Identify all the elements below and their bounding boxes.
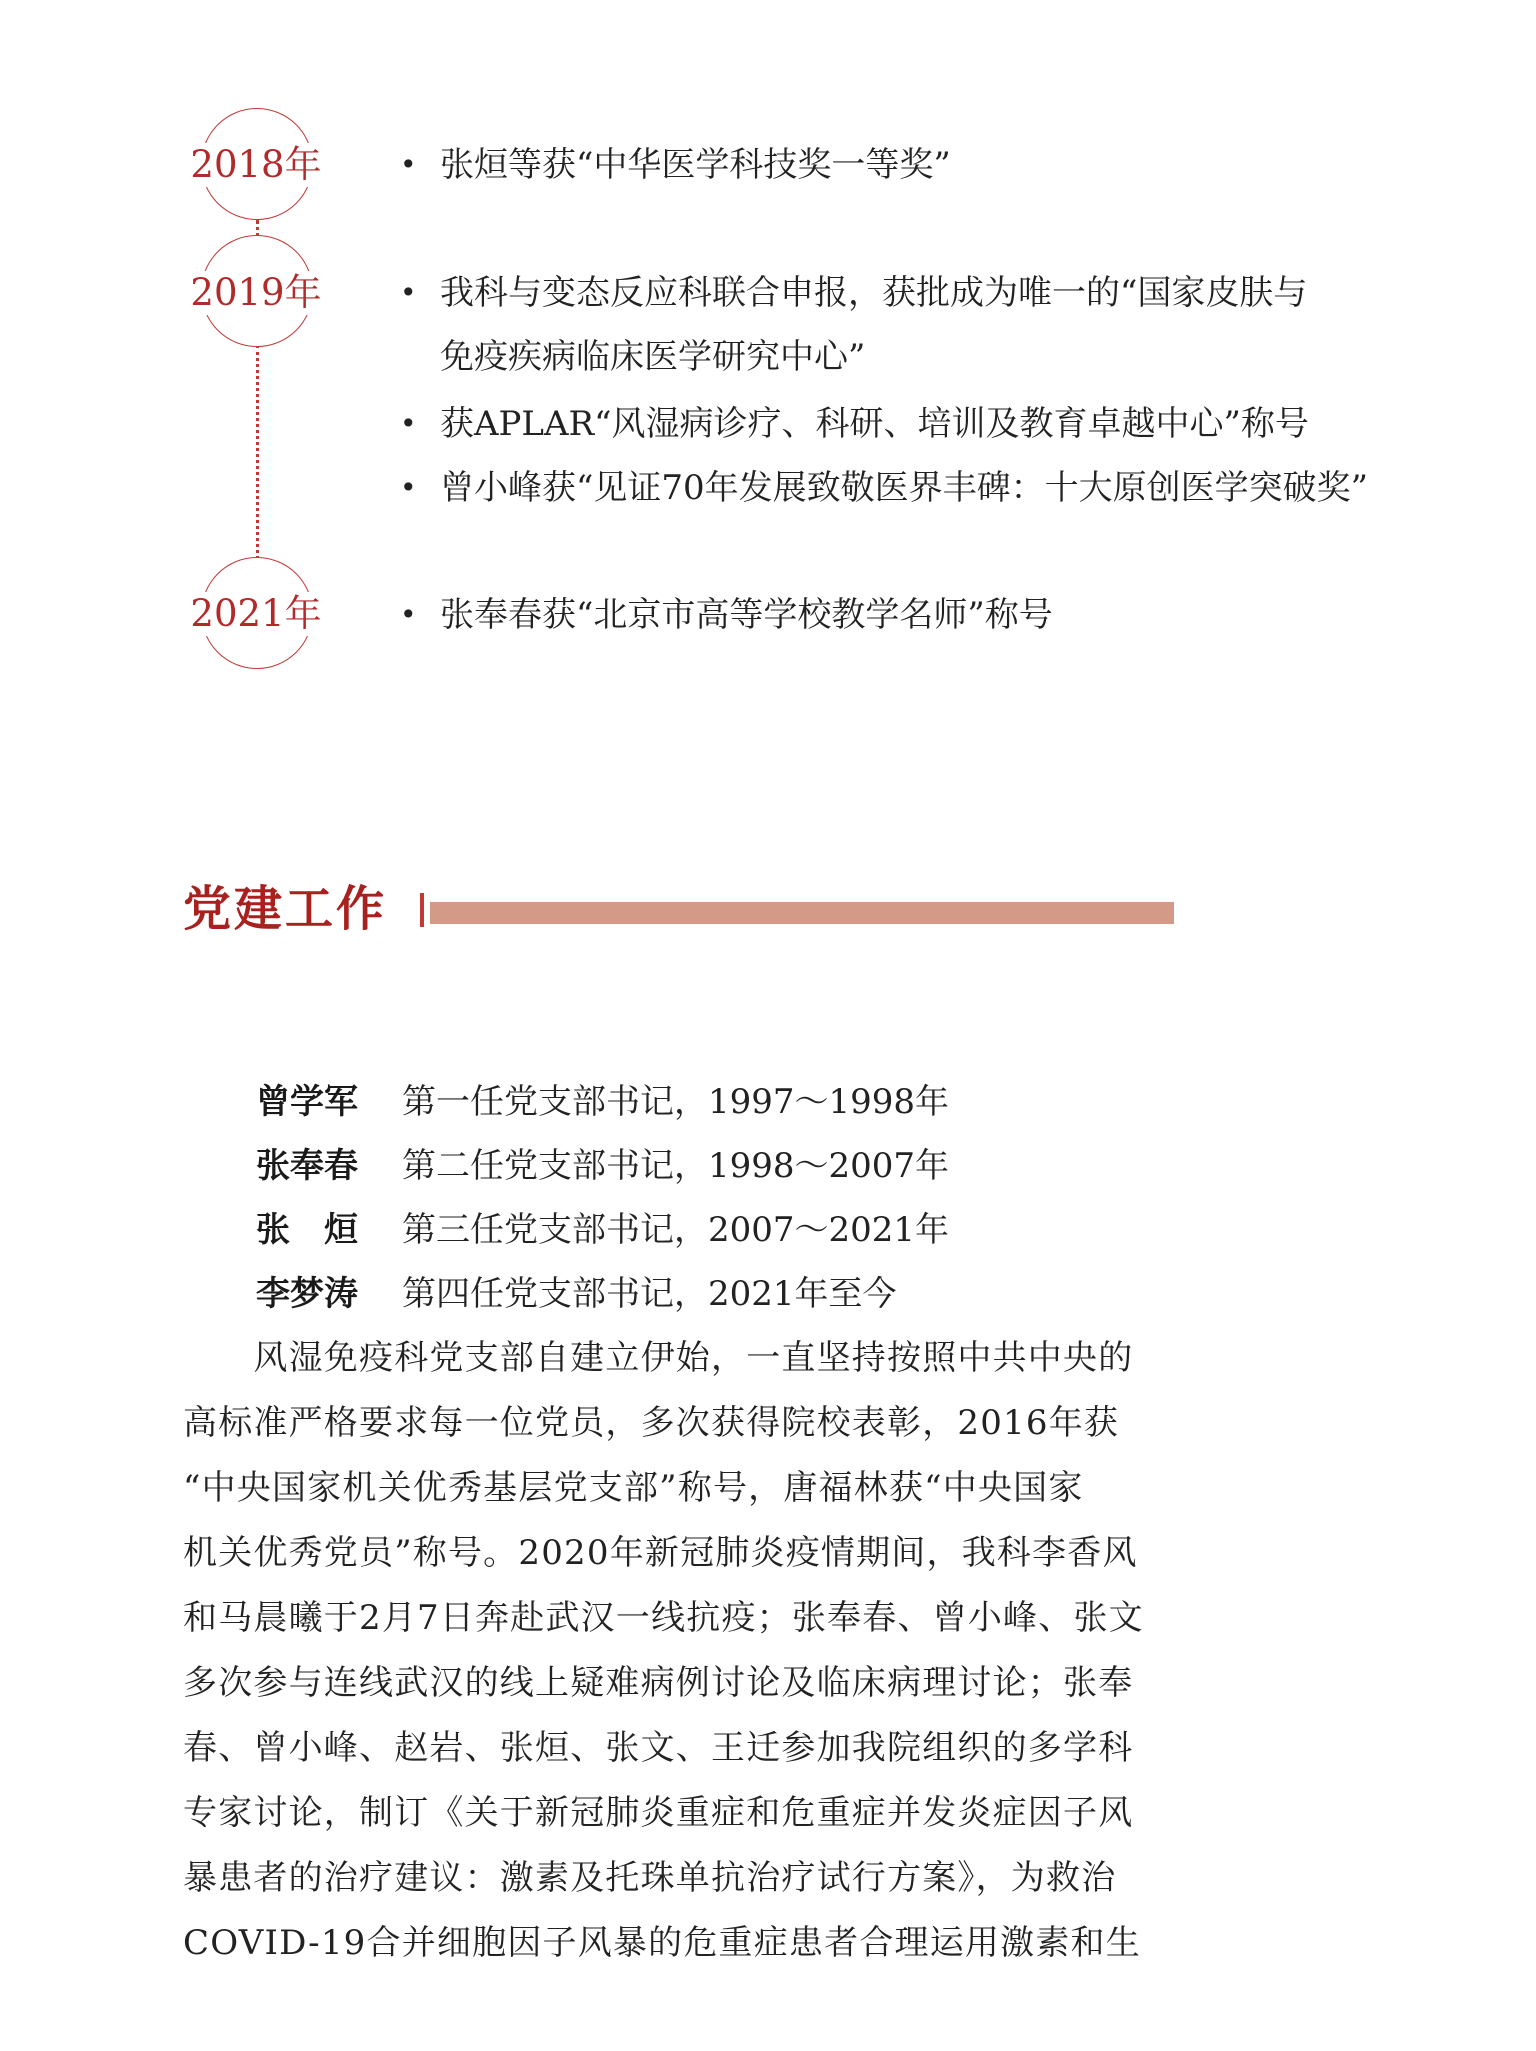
- paragraph-line: 风湿免疫科党支部自建立伊始，一直坚持按照中共中央的: [183, 1338, 1134, 1378]
- item-text: 我科与变态反应科联合申报，获批成为唯一的“国家皮肤与: [440, 273, 1308, 313]
- bullet-icon: •: [400, 598, 417, 631]
- paragraph-line: 和马晨曦于2月7日奔赴武汉一线抗疫；张奉春、曾小峰、张文: [183, 1598, 1144, 1638]
- secretary-name: 张 烜: [256, 1210, 358, 1250]
- secretary-name: 李梦涛: [256, 1274, 358, 1314]
- item-text: 曾小峰获“见证70年发展致敬医界丰碑：十大原创医学突破奖”: [440, 468, 1369, 508]
- item-text: 张烜等获“中华医学科技奖一等奖”: [440, 145, 951, 185]
- year-label-2018: 2018年: [190, 143, 322, 186]
- title-bar-marker: [420, 893, 424, 927]
- bullet-icon: •: [400, 276, 417, 309]
- paragraph-line: 暴患者的治疗建议：激素及托珠单抗治疗试行方案》，为救治: [183, 1858, 1117, 1898]
- paragraph-line: “中央国家机关优秀基层党支部”称号，唐福林获“中央国家: [183, 1468, 1084, 1508]
- year-label-2019: 2019年: [190, 271, 322, 314]
- secretary-desc: 第一任党支部书记，1997～1998年: [402, 1082, 950, 1122]
- bullet-icon: •: [400, 407, 417, 440]
- secretary-name: 张奉春: [256, 1146, 358, 1186]
- item-text: 张奉春获“北京市高等学校教学名师”称号: [440, 595, 1053, 635]
- bullet-icon: •: [400, 471, 417, 504]
- item-text-continued: 免疫疾病临床医学研究中心”: [440, 337, 866, 377]
- paragraph-line: COVID-19合并细胞因子风暴的危重症患者合理运用激素和生: [183, 1923, 1141, 1963]
- secretary-name: 曾学军: [256, 1082, 358, 1122]
- paragraph-line: 多次参与连线武汉的线上疑难病例讨论及临床病理讨论；张奉: [183, 1663, 1134, 1703]
- timeline-connector: [256, 345, 259, 565]
- secretary-desc: 第二任党支部书记，1998～2007年: [402, 1146, 950, 1186]
- item-text: 获APLAR“风湿病诊疗、科研、培训及教育卓越中心”称号: [440, 404, 1309, 444]
- timeline: [0, 0, 1536, 700]
- title-decor-bar: [430, 902, 1174, 924]
- paragraph-line: 高标准严格要求每一位党员，多次获得院校表彰，2016年获: [183, 1403, 1120, 1443]
- secretary-desc: 第三任党支部书记，2007～2021年: [402, 1210, 950, 1250]
- paragraph-line: 春、曾小峰、赵岩、张烜、张文、王迁参加我院组织的多学科: [183, 1728, 1134, 1768]
- bullet-icon: •: [400, 148, 417, 181]
- secretary-desc: 第四任党支部书记，2021年至今: [402, 1274, 897, 1314]
- paragraph-line: 机关优秀党员”称号。2020年新冠肺炎疫情期间，我科李香风: [183, 1533, 1138, 1573]
- paragraph-line: 专家讨论，制订《关于新冠肺炎重症和危重症并发炎症因子风: [183, 1793, 1134, 1833]
- section-title: 党建工作: [183, 881, 388, 937]
- body-paragraph: [183, 1326, 1173, 1976]
- year-label-2021: 2021年: [190, 592, 322, 635]
